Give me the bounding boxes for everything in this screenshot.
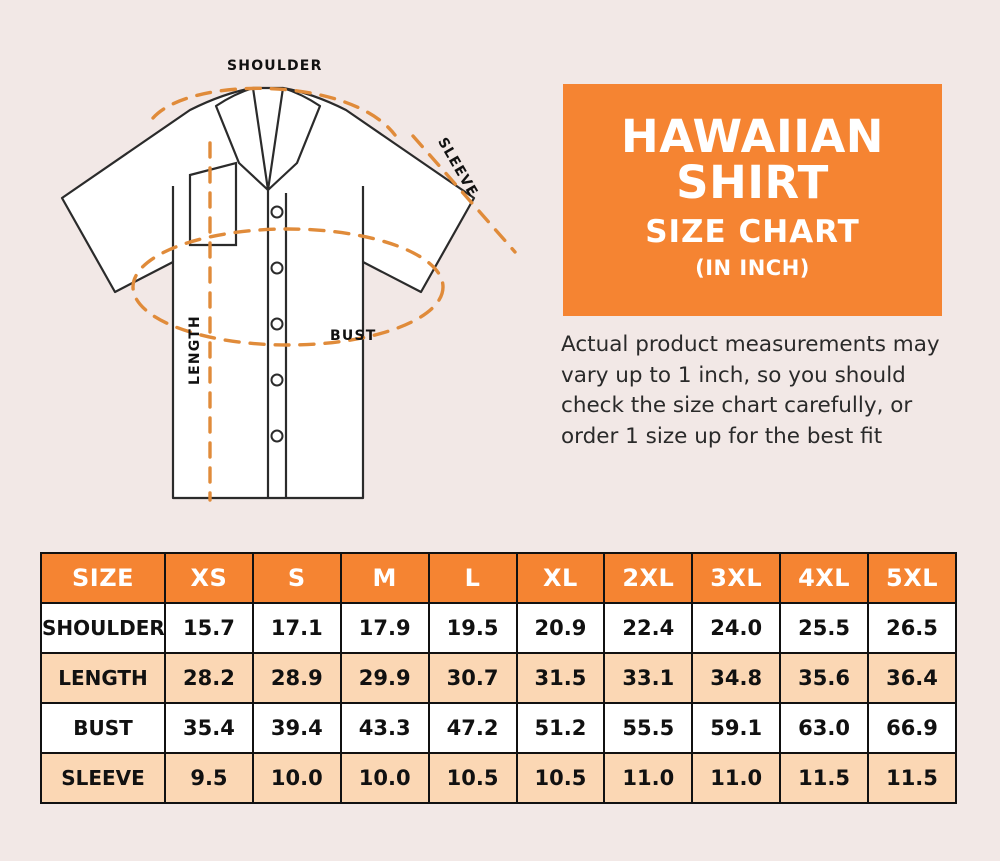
cell-bust-4xl: 63.0 bbox=[780, 703, 868, 753]
cell-length-xs: 28.2 bbox=[165, 653, 253, 703]
page-title bbox=[621, 109, 884, 209]
cell-sleeve-4xl: 11.5 bbox=[780, 753, 868, 803]
label-sleeve: SLEEVE bbox=[434, 135, 481, 200]
column-header-3xl: 3XL bbox=[692, 553, 780, 603]
label-shoulder: SHOULDER bbox=[227, 58, 323, 74]
row-label-bust: BUST bbox=[41, 703, 165, 753]
cell-length-s: 28.9 bbox=[253, 653, 341, 703]
cell-shoulder-5xl: 26.5 bbox=[868, 603, 956, 653]
cell-sleeve-5xl: 11.5 bbox=[868, 753, 956, 803]
cell-length-3xl: 34.8 bbox=[692, 653, 780, 703]
size-chart-table bbox=[40, 552, 957, 804]
table-header-row bbox=[41, 553, 956, 603]
row-label-shoulder: SHOULDER bbox=[41, 603, 165, 653]
page-subtitle: SIZE CHART bbox=[645, 214, 860, 251]
table-row bbox=[41, 753, 956, 803]
column-header-s: S bbox=[253, 553, 341, 603]
title-line-1: HAWAIIAN bbox=[621, 109, 884, 163]
cell-sleeve-3xl: 11.0 bbox=[692, 753, 780, 803]
cell-shoulder-s: 17.1 bbox=[253, 603, 341, 653]
row-label-length: LENGTH bbox=[41, 653, 165, 703]
label-bust: BUST bbox=[330, 328, 377, 344]
column-header-5xl: 5XL bbox=[868, 553, 956, 603]
cell-sleeve-l: 10.5 bbox=[429, 753, 517, 803]
cell-shoulder-2xl: 22.4 bbox=[604, 603, 692, 653]
column-header-4xl: 4XL bbox=[780, 553, 868, 603]
title-banner bbox=[563, 84, 942, 316]
cell-bust-2xl: 55.5 bbox=[604, 703, 692, 753]
cell-shoulder-xs: 15.7 bbox=[165, 603, 253, 653]
cell-length-xl: 31.5 bbox=[517, 653, 605, 703]
cell-bust-xl: 51.2 bbox=[517, 703, 605, 753]
cell-shoulder-xl: 20.9 bbox=[517, 603, 605, 653]
cell-shoulder-m: 17.9 bbox=[341, 603, 429, 653]
column-header-xs: XS bbox=[165, 553, 253, 603]
cell-length-2xl: 33.1 bbox=[604, 653, 692, 703]
title-line-2: SHIRT bbox=[676, 156, 829, 209]
cell-sleeve-xl: 10.5 bbox=[517, 753, 605, 803]
cell-shoulder-3xl: 24.0 bbox=[692, 603, 780, 653]
table-row bbox=[41, 603, 956, 653]
label-length: LENGTH bbox=[187, 315, 203, 385]
table-row bbox=[41, 703, 956, 753]
column-header-xl: XL bbox=[517, 553, 605, 603]
size-chart-table-wrapper bbox=[40, 552, 957, 804]
cell-bust-3xl: 59.1 bbox=[692, 703, 780, 753]
column-header-l: L bbox=[429, 553, 517, 603]
cell-bust-s: 39.4 bbox=[253, 703, 341, 753]
unit-label: (IN INCH) bbox=[695, 256, 810, 281]
shirt-drawing-svg bbox=[40, 30, 540, 520]
cell-bust-5xl: 66.9 bbox=[868, 703, 956, 753]
cell-sleeve-xs: 9.5 bbox=[165, 753, 253, 803]
cell-length-4xl: 35.6 bbox=[780, 653, 868, 703]
cell-bust-xs: 35.4 bbox=[165, 703, 253, 753]
cell-bust-m: 43.3 bbox=[341, 703, 429, 753]
cell-length-l: 30.7 bbox=[429, 653, 517, 703]
cell-sleeve-m: 10.0 bbox=[341, 753, 429, 803]
cell-length-m: 29.9 bbox=[341, 653, 429, 703]
column-header-m: M bbox=[341, 553, 429, 603]
cell-length-5xl: 36.4 bbox=[868, 653, 956, 703]
shirt-illustration bbox=[40, 30, 540, 520]
cell-sleeve-s: 10.0 bbox=[253, 753, 341, 803]
table-row bbox=[41, 653, 956, 703]
cell-shoulder-4xl: 25.5 bbox=[780, 603, 868, 653]
cell-sleeve-2xl: 11.0 bbox=[604, 753, 692, 803]
measurement-note: Actual product measurements may vary up to 1 inch, so you should check the size chart carefully, or order 1 size up for the best fit bbox=[561, 332, 940, 449]
cell-bust-l: 47.2 bbox=[429, 703, 517, 753]
column-header-2xl: 2XL bbox=[604, 553, 692, 603]
cell-shoulder-l: 19.5 bbox=[429, 603, 517, 653]
column-header-size: SIZE bbox=[41, 553, 165, 603]
row-label-sleeve: SLEEVE bbox=[41, 753, 165, 803]
